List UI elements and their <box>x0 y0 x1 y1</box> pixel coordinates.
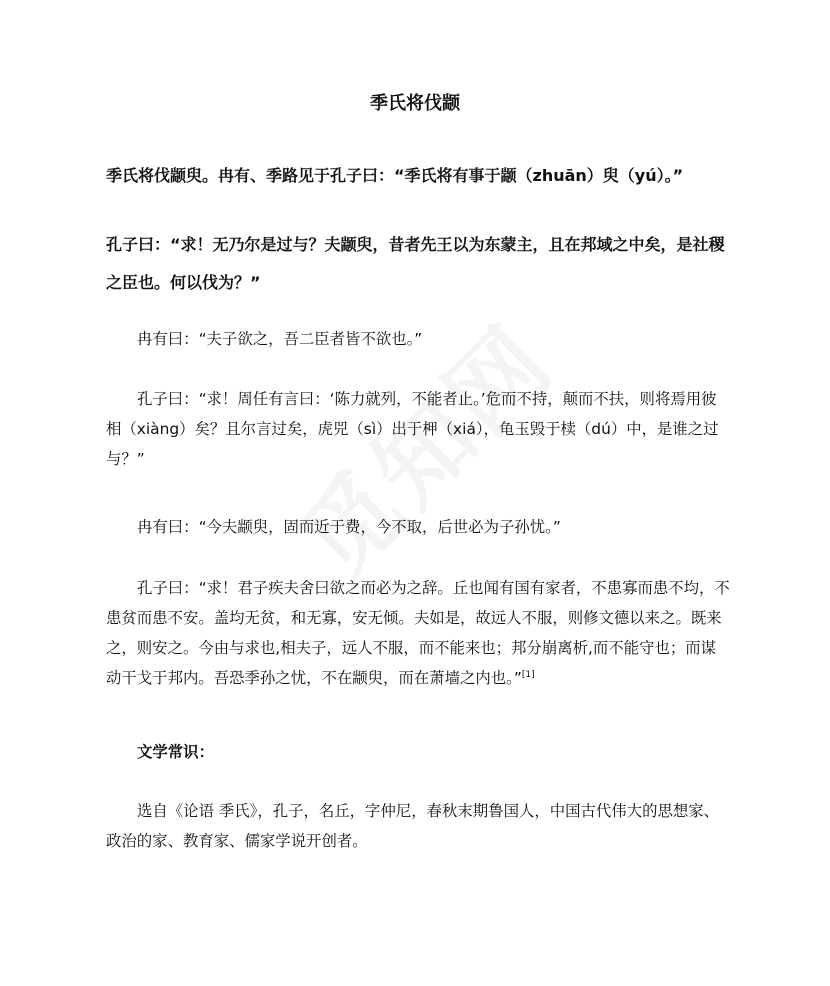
paragraph-literary-knowledge: 选自《论语 季氏》，孔子，名丘，字仲尼，春秋末期鲁国人，中国古代伟大的思想家、政治的家、教育家、儒家学说开创者。 <box>106 802 720 850</box>
section-heading-literary-knowledge: 文学常识： <box>137 743 214 761</box>
paragraph-ranyou-1: 冉有曰：“夫子欲之，吾二臣者皆不欲也。” <box>137 330 423 348</box>
paragraph-confucius-1: 孔子曰：“求！无乃尔是过与？夫颛臾，昔者先王以为东蒙主，且在邦域之中矣，是社稷之臣也。何以伐为？” <box>106 235 725 292</box>
paragraph-ranyou-2: 冉有曰：“今夫颛臾，固而近于费，今不取，后世必为子孙忧。” <box>137 518 561 536</box>
paragraph-confucius-3-text: 孔子曰：“求！君子疾夫舍曰欲之而必为之辞。丘也闻有国有家者，不患寡而患不均，不患贫而患不安。盖均无贫，和无寡，安无倾。夫如是，故远人不服，则修文德以来之。既来之，则安之。今由与求也,相夫子，远人不服，而不能来也；邦分崩离析,而不能守也；而谋动干戈于邦内。吾恐季孙之忧，不在颛臾，而在萧墙之内也。” <box>106 579 730 687</box>
paragraph-confucius-3 <box>106 573 731 693</box>
paragraph-intro: 季氏将伐颛臾。冉有、季路见于孔子曰：“季氏将有事于颛（zhuān）臾（yú）。” <box>106 166 684 185</box>
paragraph-confucius-2: 孔子曰：“求！周任有言曰：‘陈力就列，不能者止。’危而不持，颠而不扶，则将焉用彼相（xiàng）矣？且尔言过矣，虎兕（sì）出于柙（xiá），龟玉毁于椟（dú）中，是谁之过与？” <box>106 390 719 468</box>
page-title: 季氏将伐颛 <box>370 93 460 114</box>
footnote-marker: [1] <box>521 669 535 680</box>
